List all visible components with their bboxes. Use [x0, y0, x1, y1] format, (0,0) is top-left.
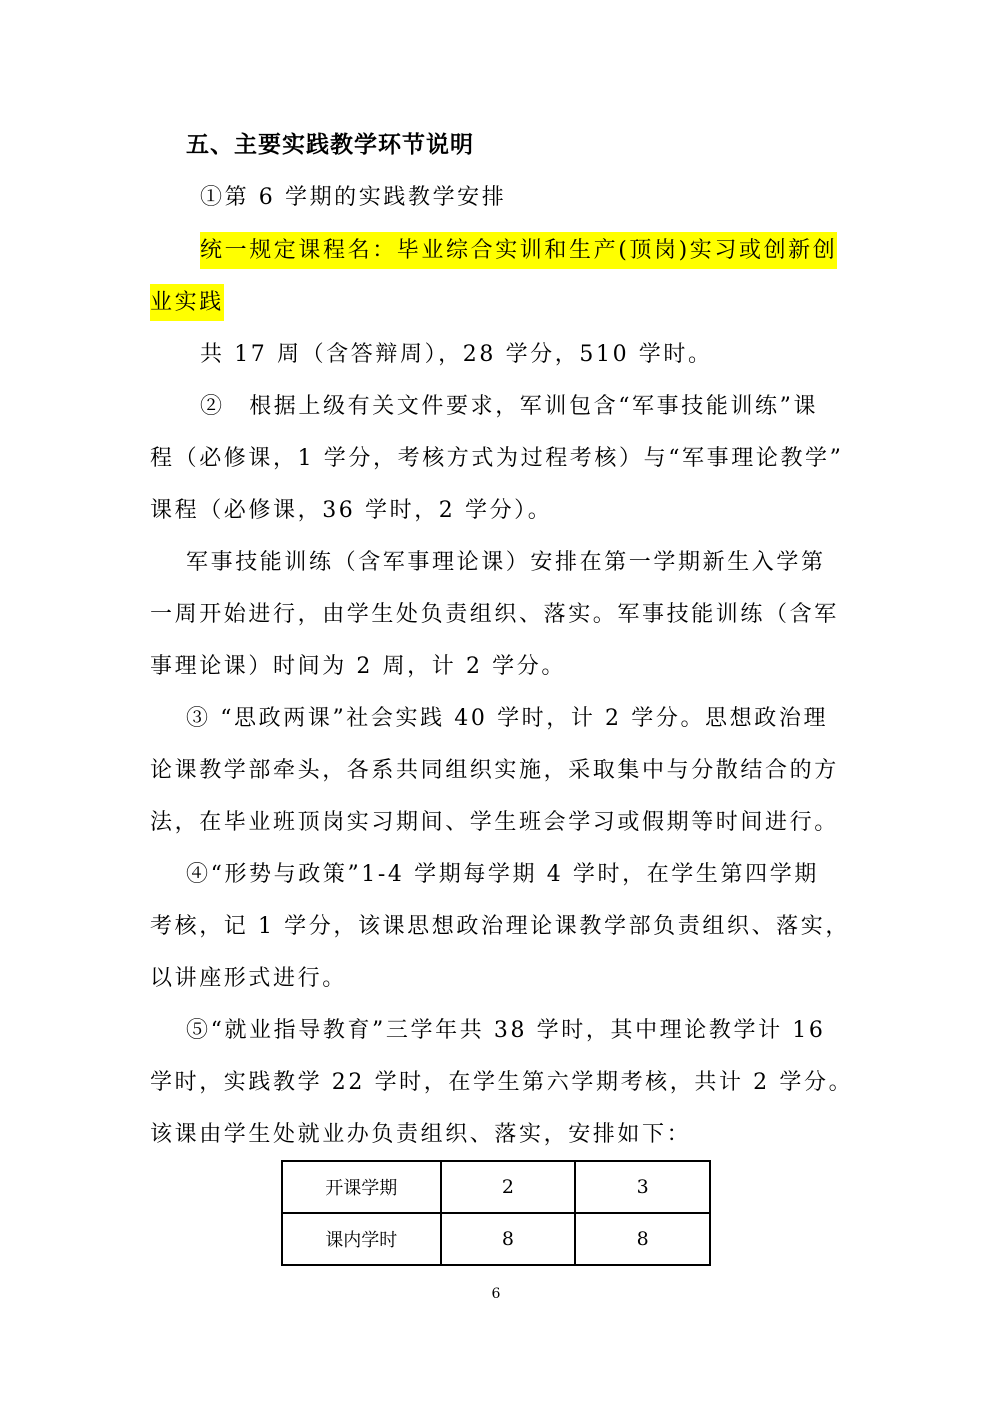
- item5-line-2: 学时，实践教学 22 学时，在学生第六学期考核，共计 2 学分。: [150, 1070, 854, 1095]
- table-cell: 8: [575, 1213, 710, 1265]
- item3-line-1: ③ “思政两课”社会实践 40 学时，计 2 学分。思想政治理: [186, 706, 829, 731]
- table-row: [282, 1161, 710, 1213]
- item1-summary: 共 17 周（含答辩周），28 学分，510 学时。: [200, 342, 713, 367]
- table-cell: 3: [575, 1161, 710, 1213]
- highlight-line-2: [150, 288, 224, 318]
- highlight-line-1: [200, 236, 837, 266]
- item2-line-1: ② 根据上级有关文件要求，军训包含“军事技能训练”课: [200, 394, 819, 419]
- item3-line-3: 法，在毕业班顶岗实习期间、学生班会学习或假期等时间进行。: [150, 810, 839, 835]
- item5-line-3: 该课由学生处就业办负责组织、落实，安排如下：: [150, 1122, 692, 1147]
- schedule-table: [281, 1160, 711, 1266]
- item4-line-2: 考核，记 1 学分，该课思想政治理论课教学部负责组织、落实，: [150, 914, 850, 939]
- item5-line-1: ⑤“就业指导教育”三学年共 38 学时，其中理论教学计 16: [186, 1018, 826, 1043]
- item4-line-3: 以讲座形式进行。: [150, 966, 347, 991]
- item1-title: ①第 6 学期的实践教学安排: [200, 185, 507, 210]
- section-heading: 五、主要实践教学环节说明: [186, 131, 474, 158]
- item2-para-line-2: 一周开始进行，由学生处负责组织、落实。军事技能训练（含军: [150, 602, 839, 627]
- table-row: [282, 1213, 710, 1265]
- row-label-semester: 开课学期: [282, 1161, 441, 1213]
- item2-line-3: 课程（必修课，36 学时，2 学分）。: [150, 498, 553, 523]
- page-number: 6: [491, 1286, 501, 1302]
- item2-para-line-3: 事理论课）时间为 2 周，计 2 学分。: [150, 654, 566, 679]
- table-cell: 8: [441, 1213, 576, 1265]
- item2-para-line-1: 军事技能训练（含军事理论课）安排在第一学期新生入学第: [186, 550, 826, 575]
- highlight-text-2: 业实践: [150, 284, 224, 321]
- item4-line-1: ④“形势与政策”1-4 学期每学期 4 学时，在学生第四学期: [186, 862, 819, 887]
- row-label-hours: 课内学时: [282, 1213, 441, 1265]
- item2-line-2: 程（必修课，1 学分，考核方式为过程考核）与“军事理论教学”: [150, 446, 844, 471]
- table-cell: 2: [441, 1161, 576, 1213]
- item3-line-2: 论课教学部牵头，各系共同组织实施，采取集中与分散结合的方: [150, 758, 839, 783]
- highlight-text-1: 统一规定课程名：毕业综合实训和生产(顶岗)实习或创新创: [200, 232, 837, 269]
